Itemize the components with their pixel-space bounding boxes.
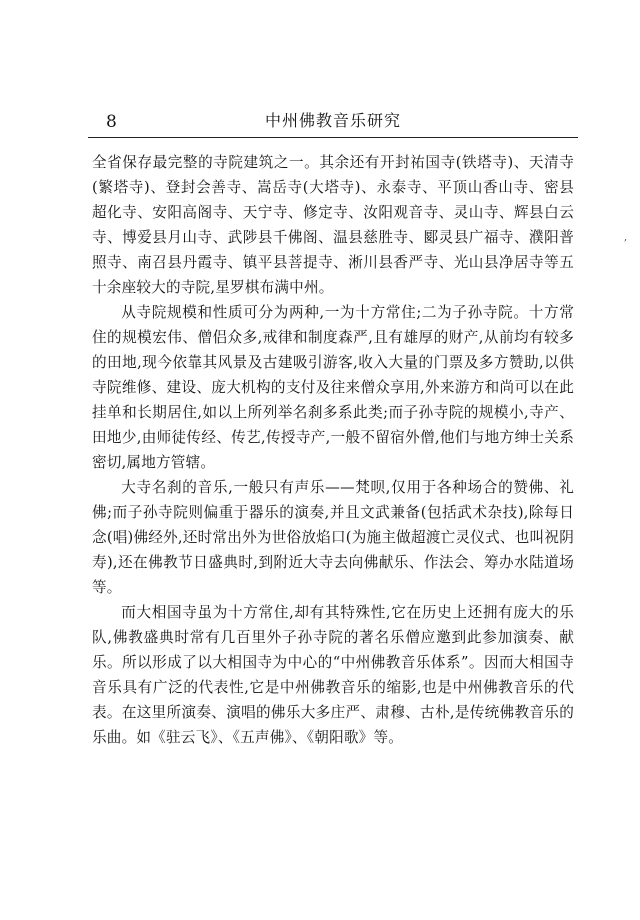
margin-tick-mark: , (624, 232, 628, 243)
paragraph-temple-music: 大寺名刹的音乐,一般只有声乐——梵呗,仅用于各种场合的赞佛、礼佛;而子孙寺院则偏重于器乐的演奏,并且文武兼备(包括武术杂技),除每日念(唱)佛经外,还时常出外为世俗放焰口(为施主做超渡亡灵仪式、也叫祝阴寿),还在佛教节日盛典时,到附近大寺去向佛献乐、作法会、筹办水陆道场等。 (92, 479, 574, 596)
body-text (92, 150, 574, 750)
page-number: 8 (106, 112, 117, 132)
header-rule (88, 137, 578, 138)
running-title: 中州佛教音乐研究 (264, 111, 401, 130)
paragraph-temples-list: 全省保存最完整的寺院建筑之一。其余还有开封祐国寺(铁塔寺)、天清寺(繁塔寺)、登封会善寺、嵩岳寺(大塔寺)、永泰寺、平顶山香山寺、密县超化寺、安阳高阁寺、天宁寺、修定寺、汝阳观音寺、灵山寺、辉县白云寺、博爱县月山寺、武陟县千佛阁、温县慈胜寺、郾灵县广福寺、濮阳普照寺、南召县丹霞寺、镇平县菩提寺、淅川县香严寺、光山县净居寺等五十余座较大的寺院,星罗棋布满中州。 (92, 154, 574, 296)
page-header (88, 108, 578, 138)
paragraph-temple-types: 从寺院规模和性质可分为两种,一为十方常住;二为子孙寺院。十方常住的规模宏伟、僧侣众多,戒律和制度森严,且有雄厚的财产,从前均有较多的田地,现今依靠其风景及古建吸引游客,收入大量的门票及多方赞助,以供寺院维修、建设、庞大机构的支付及往来僧众享用,外来游方和尚可以在此挂单和长期居住,如以上所列举名刹多系此类;而子孙寺院的规模小,寺产、田地少,由师徒传经、传艺,传授寺产,一般不留宿外僧,他们与地方绅士关系密切,属地方管辖。 (92, 304, 574, 471)
paragraph-xiangguo-temple: 而大相国寺虽为十方常住,却有其特殊性,它在历史上还拥有庞大的乐队,佛教盛典时常有几百里外子孙寺院的著名乐僧应邀到此参加演奏、献乐。所以形成了以大相国寺为中心的“中州佛教音乐体系”。因而大相国寺音乐具有广泛的代表性,它是中州佛教音乐的缩影,也是中州佛教音乐的代表。在这里所演奏、演唱的佛乐大多庄严、肃穆、古朴,是传统佛教音乐的乐曲。如《驻云飞》、《五声佛》、《朝阳歌》等。 (92, 604, 574, 746)
